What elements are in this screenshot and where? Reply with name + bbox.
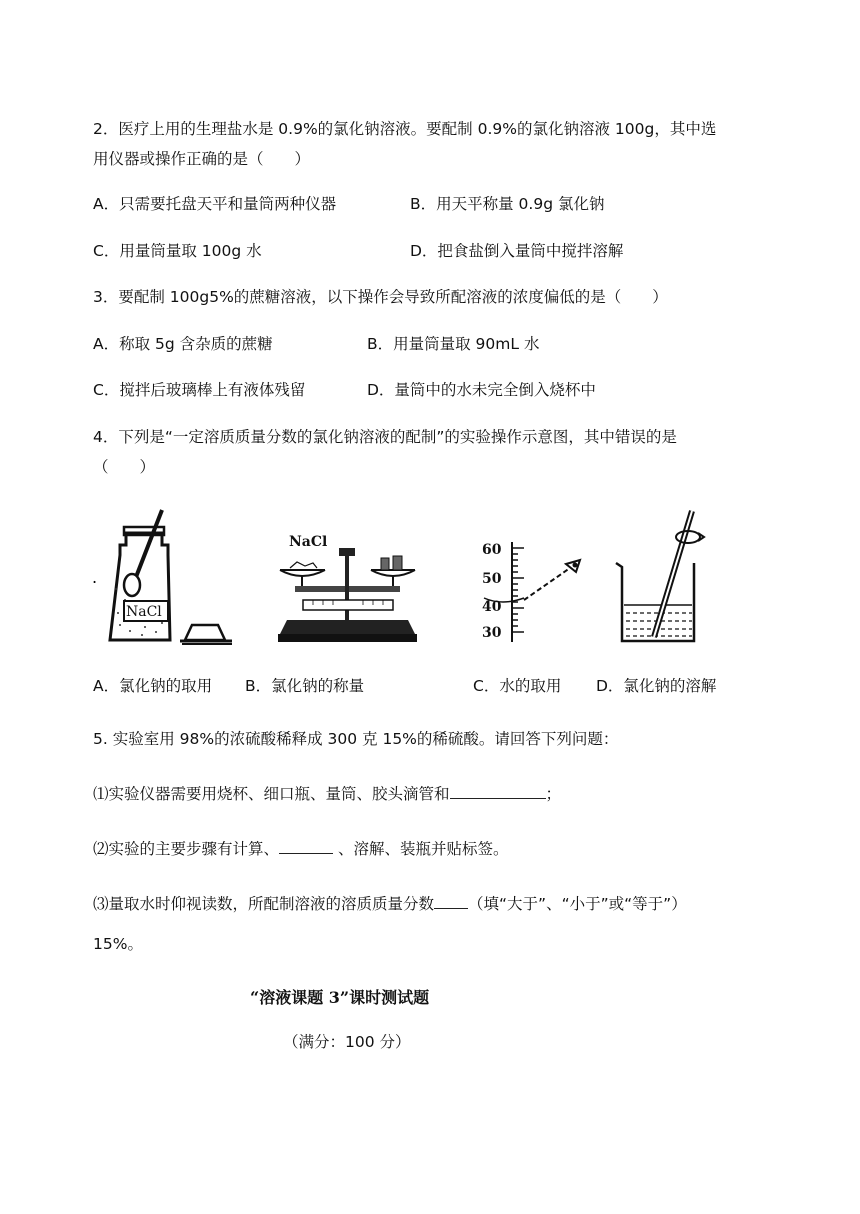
q3-option-c: C．搅拌后玻璃棒上有液体残留 <box>93 381 306 399</box>
cylinder-svg <box>480 538 590 643</box>
q5-part3-line2: 15%。 <box>93 935 143 953</box>
beaker-svg <box>612 505 722 650</box>
q2-option-b: B．用天平称量 0.9g 氯化钠 <box>410 195 605 213</box>
q3-option-b: B．用量筒量取 90mL 水 <box>367 335 540 353</box>
q5-part3-blank[interactable] <box>434 892 468 909</box>
tick-40: 40 <box>482 599 502 615</box>
q4-stem-line1: 4．下列是“一定溶质质量分数的氯化钠溶液的配制”的实验操作示意图，其中错误的是 <box>93 428 677 446</box>
tick-50: 50 <box>482 571 502 587</box>
q3-option-a: A．称取 5g 含杂质的蔗糖 <box>93 335 273 353</box>
q5-part2 <box>93 837 508 859</box>
q5-part2-end: 、溶解、装瓶并贴标签。 <box>333 840 509 858</box>
q3-stem: 3．要配制 100g5%的蔗糖溶液，以下操作会导致所配溶液的浓度偏低的是（ ） <box>93 288 668 306</box>
tick-60: 60 <box>482 542 502 558</box>
figure-nacl-bottle <box>90 505 240 650</box>
bottle-label: NaCl <box>126 604 162 620</box>
q4-option-b: B．氯化钠的称量 <box>245 677 365 695</box>
q5-part1-text: ⑴实验仪器需要用烧杯、细口瓶、量筒、胶头滴管和 <box>93 785 450 803</box>
figure-balance <box>275 530 420 645</box>
q2-option-c: C．用量筒量取 100g 水 <box>93 242 262 260</box>
tick-30: 30 <box>482 625 502 641</box>
q5-part3-end: （填“大于”、“小于”或“等于”） <box>468 895 687 913</box>
q5-part1-end: ； <box>545 785 562 803</box>
q5-part3 <box>93 892 687 914</box>
figure-dot: . <box>92 568 98 587</box>
q4-option-c: C．水的取用 <box>473 677 562 695</box>
section-subtitle: （满分：100 分） <box>283 1033 411 1051</box>
q2-option-a: A．只需要托盘天平和量筒两种仪器 <box>93 195 337 213</box>
q5-part2-blank[interactable] <box>279 837 333 854</box>
q4-stem-line2: （ ） <box>93 458 156 476</box>
q5-part1 <box>93 782 561 804</box>
q5-part2-text: ⑵实验的主要步骤有计算、 <box>93 840 280 858</box>
section-title: “溶液课题 3”课时测试题 <box>250 988 430 1007</box>
q2-option-d: D．把食盐倒入量筒中搅拌溶解 <box>410 242 624 260</box>
q4-option-d: D．氯化钠的溶解 <box>596 677 717 695</box>
balance-label: NaCl <box>289 534 328 550</box>
q2-stem-line2: 用仪器或操作正确的是（ ） <box>93 150 311 168</box>
figure-cylinder <box>480 538 590 643</box>
q4-option-a: A．氯化钠的取用 <box>93 677 213 695</box>
q3-option-d: D．量筒中的水未完全倒入烧杯中 <box>367 381 596 399</box>
q2-stem-line1: 2．医疗上用的生理盐水是 0.9%的氯化钠溶液。要配制 0.9%的氯化钠溶液 100g，其中选 <box>93 120 717 138</box>
q5-stem: 5. 实验室用 98%的浓硫酸稀释成 300 克 15%的稀硫酸。请回答下列问题： <box>93 730 619 748</box>
bottle-svg <box>90 505 240 650</box>
q5-part1-blank[interactable] <box>450 782 546 799</box>
q5-part3-text: ⑶量取水时仰视读数，所配制溶液的溶质质量分数 <box>93 895 435 913</box>
figure-beaker <box>612 505 722 650</box>
balance-svg <box>275 530 420 645</box>
